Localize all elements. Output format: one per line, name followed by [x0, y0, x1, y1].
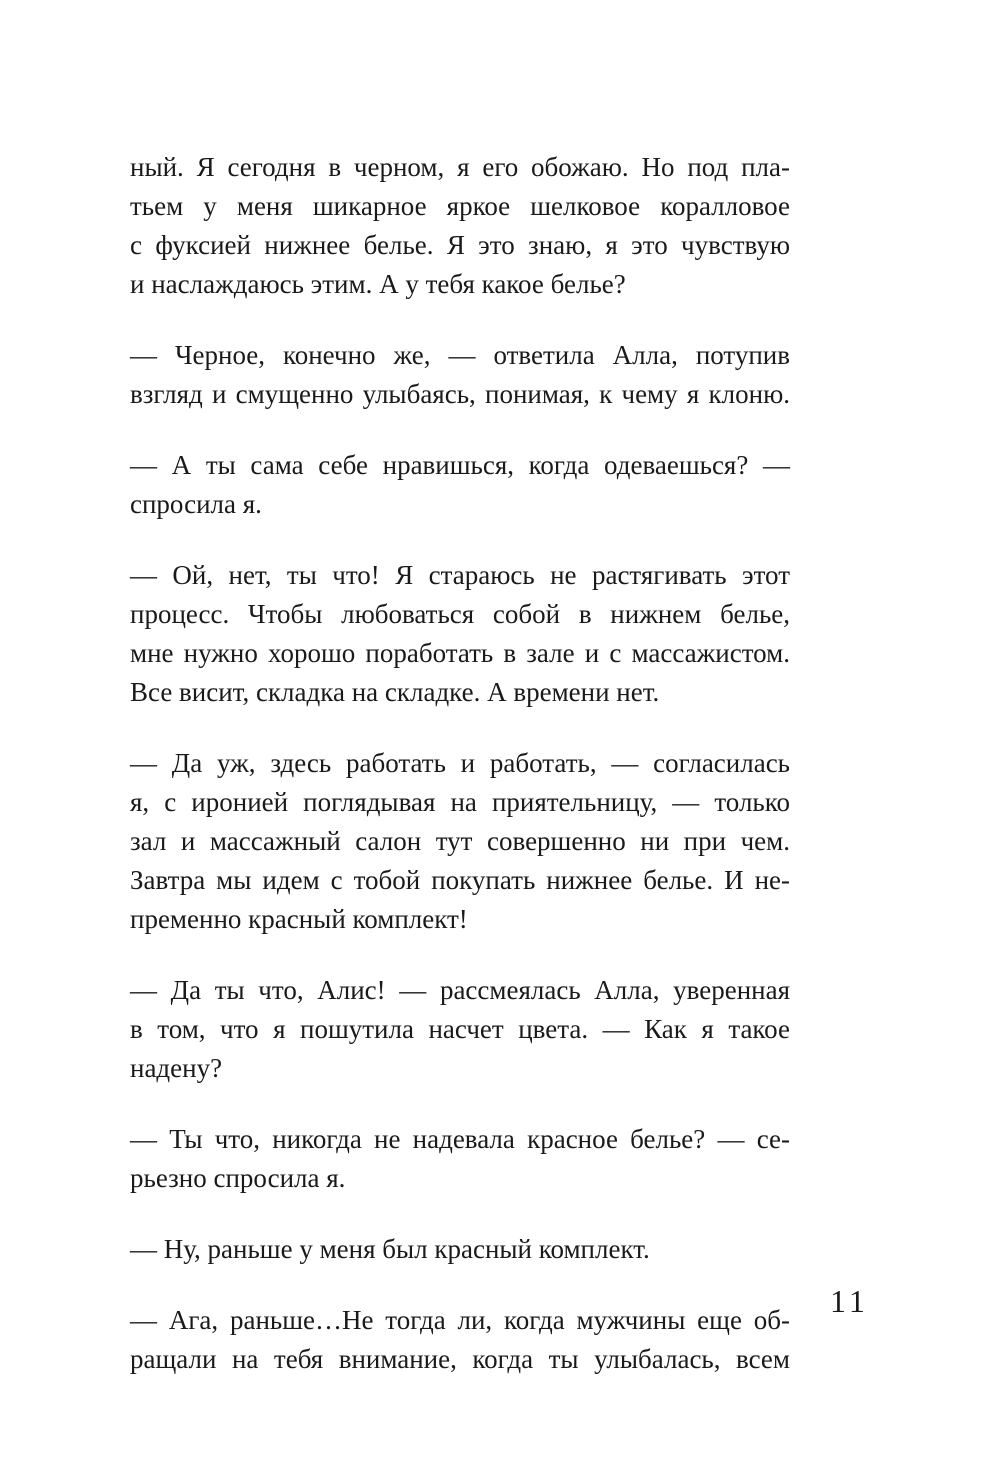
text-line: спросила я.	[130, 489, 262, 519]
paragraph-4	[130, 556, 790, 712]
text-line: тьем у меня шикарное яркое шелковое коралловое	[130, 191, 790, 221]
text-line: пременно красный комплект!	[130, 904, 468, 934]
paragraph-9	[130, 1301, 790, 1379]
paragraph-6	[130, 971, 790, 1088]
text-line: — Ну, раньше у меня был красный комплект.	[130, 1234, 650, 1264]
text-line: мне нужно хорошо поработать в зале и с массажистом.	[130, 638, 790, 668]
text-line: — Ой, нет, ты что! Я стараюсь не растягивать этот	[130, 560, 790, 590]
paragraph-7	[130, 1120, 790, 1198]
text-line: в том, что я пошутила насчет цвета. — Как я такое	[130, 1014, 790, 1044]
page-number: 11	[830, 1283, 869, 1319]
text-line: — А ты сама себе нравишься, когда одеваешься? —	[130, 450, 790, 480]
text-line: — Ты что, никогда не надевала красное белье? — се-	[130, 1124, 790, 1154]
text-line: взгляд и смущенно улыбаясь, понимая, к чему я клоню.	[130, 379, 790, 409]
text-line: процесс. Чтобы любоваться собой в нижнем белье,	[130, 599, 790, 629]
text-line: — Черное, конечно же, — ответила Алла, потупив	[130, 340, 790, 370]
text-line: Все висит, складка на складке. А времени нет.	[130, 677, 660, 707]
text-line: — Да ты что, Алис! — рассмеялась Алла, уверенная	[130, 975, 790, 1005]
paragraph-1	[130, 148, 790, 304]
text-line: ный. Я сегодня в черном, я его обожаю. Но под пла-	[130, 152, 790, 182]
text-line: ращали на тебя внимание, когда ты улыбалась, всем	[130, 1344, 790, 1374]
text-line: — Ага, раньше…Не тогда ли, когда мужчины еще об-	[130, 1305, 790, 1335]
text-line: рьезно спросила я.	[130, 1163, 346, 1193]
text-line: надену?	[130, 1053, 223, 1083]
paragraph-2	[130, 336, 790, 414]
text-line: с фуксией нижнее белье. Я это знаю, я это чувствую	[130, 230, 790, 260]
paragraph-8	[130, 1230, 790, 1269]
text-line: зал и массажный салон тут совершенно ни при чем.	[130, 826, 790, 856]
text-line: я, с иронией поглядывая на приятельницу, — только	[130, 787, 790, 817]
text-line: и наслаждаюсь этим. А у тебя какое белье?	[130, 269, 626, 299]
page-body	[130, 148, 790, 1411]
paragraph-3	[130, 446, 790, 524]
paragraph-5	[130, 744, 790, 939]
text-line: Завтра мы идем с тобой покупать нижнее белье. И не-	[130, 865, 790, 895]
text-line: — Да уж, здесь работать и работать, — согласилась	[130, 748, 790, 778]
